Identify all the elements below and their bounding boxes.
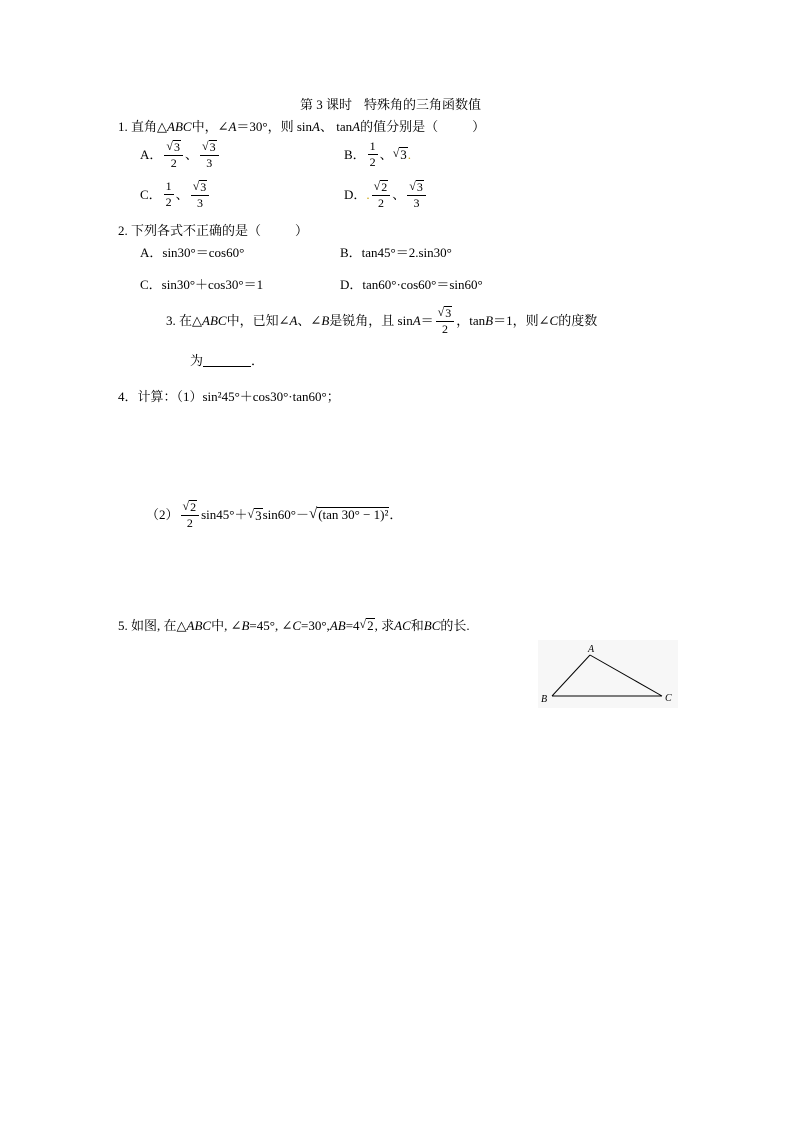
question-5-stem: 5. 如图, 在△ ABC 中, ∠ B =45°, ∠ C =30°, AB =4 √ 2 , 求 AC 和 BC 的长. xyxy=(118,617,470,633)
question-2-option-a: A．sin30°＝cos60° xyxy=(140,245,245,260)
fraction: √ 3 3 xyxy=(407,180,426,210)
question-2-option-c: C．sin30°＋cos30°＝1 xyxy=(140,277,264,292)
question-4-part-2: （2） √ 2 2 sin45°＋ √ 3 sin60°－ √ (tan 30° − 1)² ． xyxy=(146,499,403,530)
side-ac xyxy=(590,655,662,696)
vertex-label-c: C xyxy=(665,693,672,704)
lesson-number: 第 3 课时 xyxy=(300,97,353,112)
fraction: $\frac{1}{2}$ xyxy=(369,139,376,170)
question-1-option-c: C． $\frac{1}{2}$ 、 √ 3 3 xyxy=(140,180,211,210)
fraction: √ 2 2 xyxy=(181,500,200,530)
question-2-option-b: B．tan45°＝2.sin30° xyxy=(340,245,452,260)
fraction: √ 3 2 xyxy=(436,306,455,336)
vertex-label-b: B xyxy=(541,694,548,705)
question-1-option-a: A． √ 3 2 、 √ 3 3 xyxy=(140,140,221,170)
square-root: √ 3 xyxy=(392,146,407,163)
answer-blank[interactable] xyxy=(203,354,251,367)
question-4-part-1: 4．计算：（1）sin²45°＋cos30°·tan60°； xyxy=(118,389,340,404)
question-3-answer-line: 为 ． xyxy=(190,353,265,368)
square-root: √ 2 xyxy=(359,617,374,633)
question-3-stem: 3. 在△ ABC 中，已知∠ A 、∠ B 是锐角，且 sin A ＝ √ 3 2 ，tan B ＝1，则∠ C 的度数 xyxy=(166,305,598,336)
page-title xyxy=(300,98,481,111)
question-1-option-d: D． . √ 2 2 、 √ 3 3 xyxy=(344,180,428,210)
question-1-option-b: B． $\frac{1}{2}$ 、 √ 3 . xyxy=(344,139,412,170)
fraction: √ 3 3 xyxy=(200,140,219,170)
lesson-topic: 特殊角的三角函数值 xyxy=(364,97,482,112)
triangle-diagram xyxy=(538,640,678,708)
side-ab xyxy=(552,655,590,696)
question-2-stem: 2. 下列各式不正确的是（ ） xyxy=(118,223,309,238)
triangle-figure xyxy=(538,640,678,708)
vertex-label-a: A xyxy=(588,644,595,655)
question-1-stem: 1. 直角△ ABC 中，∠ A ＝30°，则 sin A 、 tan A 的值分别是（ ） xyxy=(118,119,486,134)
fraction: √ 2 2 xyxy=(372,180,391,210)
question-2-option-d: D．tan60°·cos60°＝sin60° xyxy=(340,277,483,292)
square-root: √ 3 xyxy=(247,506,262,523)
fraction: √ 3 2 xyxy=(164,140,183,170)
fraction: √ 3 3 xyxy=(191,180,210,210)
square-root: √ (tan 30° − 1)² xyxy=(308,506,389,523)
fraction: $\frac{1}{2}$ xyxy=(165,179,172,210)
